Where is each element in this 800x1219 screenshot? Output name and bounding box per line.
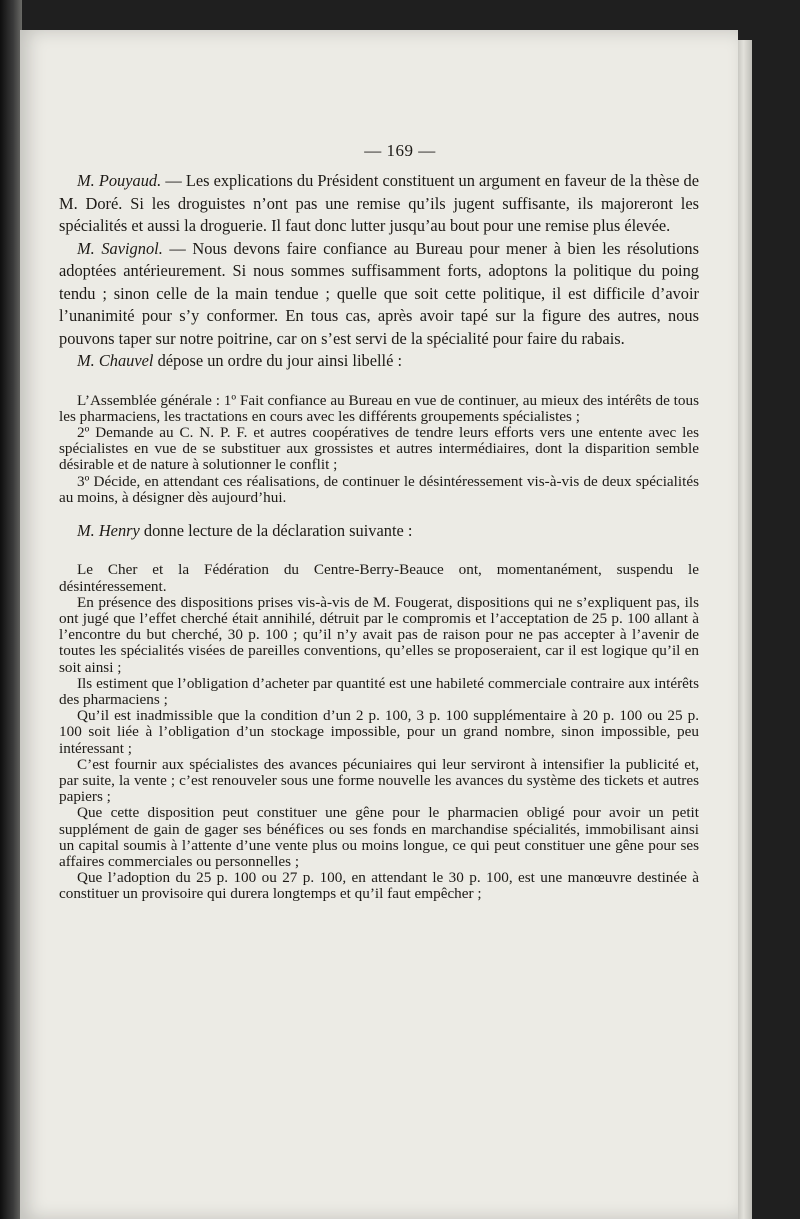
page-edge [738, 40, 752, 1219]
declaration-paragraph: Le Cher et la Fédération du Centre-Berry-Beauce ont, momentanément, suspendu le désintéressement. [59, 561, 699, 595]
declaration-paragraph: Que cette disposition peut constituer une gêne pour le pharmacien obligé pour avoir un petit supplément de gain de gager ses bénéfices ou ses fonds en marchandise spécialités, immobilisant ainsi un capital soumis à l’attente d’une vente plus ou moins longue, ce qui peut constituer une gêne pour ses affaires commerciales ou personnelles ; [59, 804, 699, 871]
intervention-chauvel [59, 350, 699, 373]
intervention-text: donne lecture de la déclaration suivante : [139, 520, 413, 540]
ordre-du-jour [59, 393, 699, 506]
speaker-name: M. Pouyaud. [77, 171, 162, 190]
declaration-paragraph: C’est fournir aux spécialistes des avances pécuniaires qui leur serviront à intensifier la publicité et, par suite, la vente ; c’est renouveler sous une forme nouvelle les avances du système des tickets et autres papiers ; [59, 755, 699, 806]
intervention-pouyaud [59, 170, 699, 238]
page-body [59, 170, 699, 903]
book-spine [0, 0, 22, 1219]
spacer [59, 506, 699, 520]
ordre-item: 2º Demande au C. N. P. F. et autres coopératives de tendre leurs efforts vers une entente avec les spécialistes en vue de se substituer aux grossistes et autres intermédiaires, dont la disparition semble désirable et de nature à solutionner le conflit ; [59, 423, 699, 474]
declaration-paragraph: En présence des dispositions prises vis-à-vis de M. Fougerat, dispositions qui ne s’expliquent pas, ils ont jugé que l’effet cherché était annihilé, détruit par le compromis et l’acceptation de 25 p. 100 allant à l’encontre du but cherché, 30 p. 100 ; qu’il n’y avait pas de raison pour ne pas accepter à l’avenir de toutes les spécialités visées de pareilles conventions, qu’elles se proposeraient, car il est logique qu’il en soit ainsi ; [59, 593, 699, 676]
page-number: — 169 — [364, 141, 436, 160]
ordre-item: 3º Décide, en attendant ces réalisations, de continuer le désintéressement vis-à-vis de deux spécialités au moins, à désigner dès aujourd’hui. [59, 472, 699, 506]
intervention-text: — Nous devons faire confiance au Bureau pour mener à bien les résolutions adoptées antérieurement. Si nous sommes suffisamment forts, adoptons la politique du poing tendu ; sinon celle de la main tendue ; quelle que soit cette politique, il est difficile d’avoir l’unanimité pour s’y conformer. En tous cas, après avoir tapé sur la figure des autres, nous pouvons taper sur notre poitrine, car on s’est servi de la spécialité pour faire du rabais. [59, 238, 699, 348]
ordre-item: L’Assemblée générale : 1º Fait confiance au Bureau en vue de continuer, au mieux des intérêts de tous les pharmaciens, les tractations en cours avec les différents groupements spécialistes ; [59, 391, 699, 425]
intervention-text: dépose un ordre du jour ainsi libellé : [153, 351, 403, 370]
speaker-name: M. Henry [77, 520, 140, 540]
intervention-text: — Les explications du Président constituent un argument en faveur de la thèse de M. Doré. Si les droguistes n’ont pas une remise qu’ils jugent suffisante, ils majoreront les spécialités et aussi la droguerie. Il faut donc lutter jusqu’au bout pour une remise plus élevée. [59, 171, 699, 235]
declaration [59, 562, 699, 902]
declaration-paragraph: Que l’adoption du 25 p. 100 ou 27 p. 100, en attendant le 30 p. 100, est une manœuvre destinée à constituer un provisoire qui durera longtemps et qu’il faut empêcher ; [59, 869, 699, 903]
speaker-name: M. Savignol. [77, 238, 163, 258]
declaration-paragraph: Ils estiment que l’obligation d’acheter par quantité est une habileté commerciale contraire aux intérêts des pharmaciens ; [59, 674, 699, 709]
intervention-savignol [59, 238, 699, 351]
intervention-henry [59, 520, 699, 543]
declaration-paragraph: Qu’il est inadmissible que la condition d’un 2 p. 100, 3 p. 100 supplémentaire à 20 p. 100 ou 25 p. 100 soit liée à l’obligation d’un stockage impossible, pour un grand nombre, sinon impossible, peu intéressant ; [59, 707, 699, 757]
speaker-name: M. Chauvel [77, 351, 154, 370]
